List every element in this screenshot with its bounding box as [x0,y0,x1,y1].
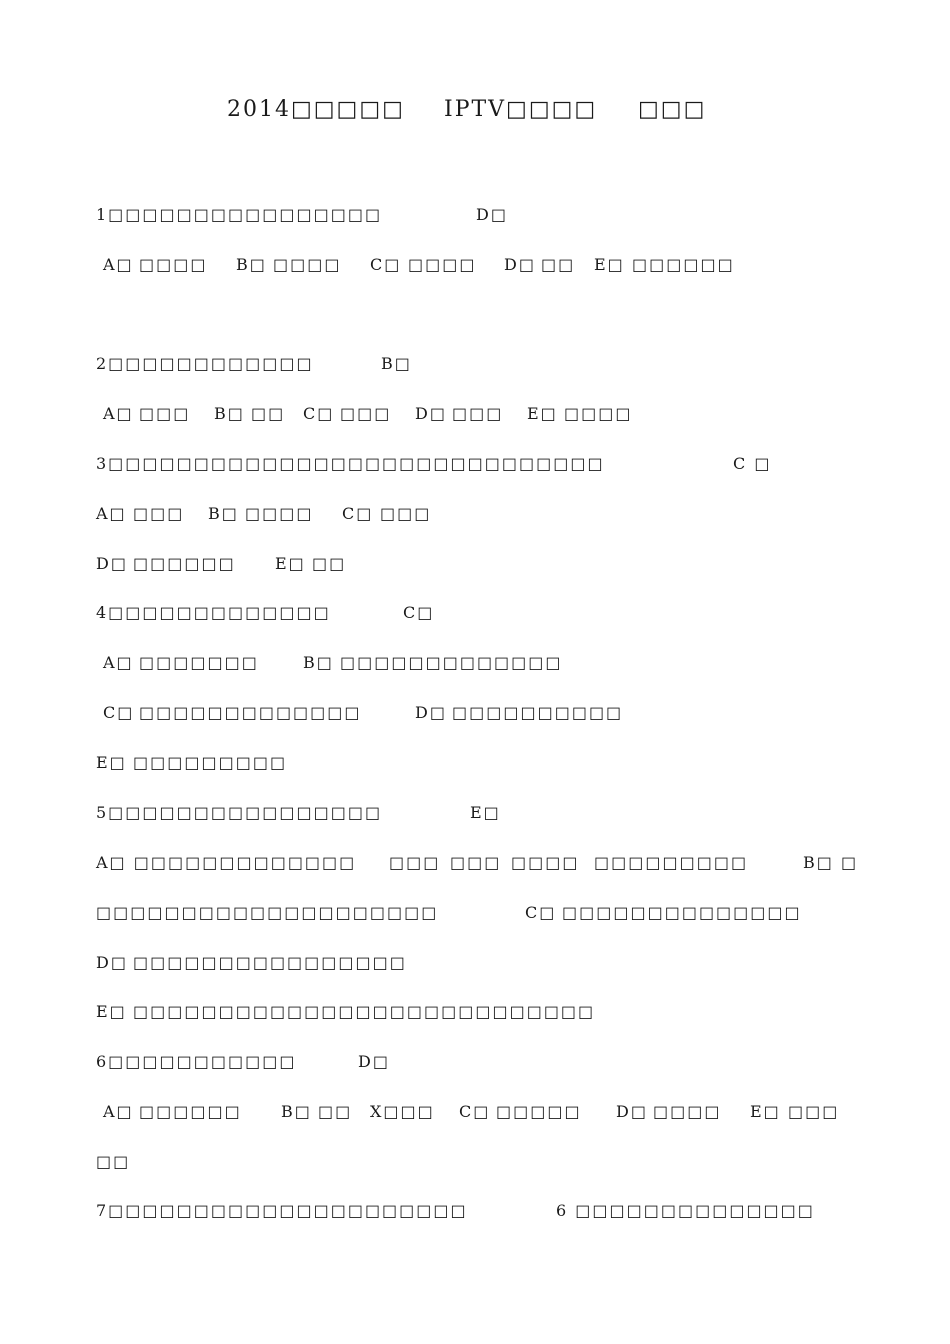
q3-opt-b-label: B□ [208,504,239,523]
q6-opt-b-text-2: X□□□ [370,1102,435,1121]
q6-opt-b-label: B□ [281,1102,312,1121]
q2-opt-e-text: □□□□ [564,404,633,423]
q5-opt-a-part-4: □□□□ [511,853,580,872]
q4-opt-d-text: □□□□□□□□□□ [452,703,624,722]
q1-opt-d-label: D□ [504,255,536,274]
answer-4: C□ [403,603,435,622]
q6-opt-e-text-cont: □□ [96,1152,131,1171]
q3-opt-c-label: C□ [342,504,374,523]
q5-opt-a-text: A□ □□□□□□□□□□□□□ [96,853,357,872]
title-part-1: 2014□□□□□ [227,97,405,122]
question-7: 7□□□□□□□□□□□□□□□□□□□□□ [96,1201,468,1220]
q6-opt-a-label: A□ [103,1102,134,1121]
q5-opt-d-text: □□□□□□□□□□□□□□□□ [133,953,407,972]
q2-opt-d-label: D□ [415,404,447,423]
q4-opt-e-text: □□□□□□□□□ [133,753,288,772]
q5-opt-b-text: □□□□□□□□□□□□□□□□□□□□ [96,903,439,922]
q4-opt-b-text: □□□□□□□□□□□□□ [340,653,563,672]
answer-1: D□ [476,205,508,224]
q5-opt-e-label: E□ [96,1002,127,1021]
q6-opt-d-text: □□□□ [653,1102,722,1121]
q1-opt-d-text: □□ [541,255,576,274]
answer-3: C □ [733,454,772,473]
question-1: 1□□□□□□□□□□□□□□□□ [96,205,383,224]
q5-opt-a-part-2: □□□ [389,853,441,872]
q5-opt-e-text: □□□□□□□□□□□□□□□□□□□□□□□□□□□ [133,1002,596,1021]
title-part-3: □□□ [638,97,707,122]
q2-opt-d-text: □□□ [452,404,504,423]
question-4: 4□□□□□□□□□□□□□ [96,603,331,622]
q2-opt-a-text: □□□ [139,404,191,423]
q1-opt-b-text: □□□□ [273,255,342,274]
q5-opt-d-label: D□ [96,953,128,972]
q4-opt-c-text: □□□□□□□□□□□□□ [139,703,362,722]
q4-opt-b-label: B□ [303,653,334,672]
q5-opt-c-text: □□□□□□□□□□□□□□ [562,903,802,922]
q3-opt-a-text: □□□ [133,504,185,523]
q6-opt-c-label: C□ [459,1102,491,1121]
q6-opt-e-label: E□ [750,1102,781,1121]
q6-opt-a-text: □□□□□□ [139,1102,242,1121]
q5-opt-a-part-3: □□□ [450,853,502,872]
q2-opt-c-label: C□ [303,404,335,423]
q6-opt-e-text: □□□ [788,1102,840,1121]
q4-opt-a-label: A□ [103,653,134,672]
q6-opt-d-label: D□ [616,1102,648,1121]
q3-opt-d-label: D□ [96,554,128,573]
q3-opt-a-label: A□ [96,504,127,523]
q1-opt-a-label: A□ [103,255,134,274]
answer-5: E□ [470,803,501,822]
title-part-2: IPTV□□□□ [444,97,598,122]
q1-opt-c-label: C□ [370,255,402,274]
q1-opt-c-text: □□□□ [408,255,477,274]
q3-opt-b-text: □□□□ [245,504,314,523]
q5-opt-b-label: B□ □ [803,853,859,872]
q6-opt-c-text: □□□□□ [496,1102,582,1121]
question-6: 6□□□□□□□□□□□ [96,1052,297,1071]
q3-opt-d-text: □□□□□□ [133,554,236,573]
q2-opt-a-label: A□ [103,404,134,423]
q4-opt-c-label: C□ [103,703,135,722]
q3-opt-e-label: E□ [275,554,306,573]
q4-opt-a-text: □□□□□□□ [139,653,259,672]
q2-opt-c-text: □□□ [340,404,392,423]
q2-opt-e-label: E□ [527,404,558,423]
q1-opt-e-text: □□□□□□ [632,255,735,274]
q4-opt-d-label: D□ [415,703,447,722]
answer-6: D□ [358,1052,390,1071]
q4-opt-e-label: E□ [96,753,127,772]
q5-opt-a-part-5: □□□□□□□□□ [594,853,749,872]
q2-opt-b-label: B□ [214,404,245,423]
q1-opt-a-text: □□□□ [139,255,208,274]
question-2: 2□□□□□□□□□□□□ [96,354,314,373]
q6-opt-b-text: □□ [318,1102,353,1121]
answer-7: 6 □□□□□□□□□□□□□□ [556,1201,815,1220]
q2-opt-b-text: □□ [251,404,286,423]
answer-2: B□ [381,354,412,373]
q5-opt-c-label: C□ [525,903,557,922]
question-3: 3□□□□□□□□□□□□□□□□□□□□□□□□□□□□□ [96,454,605,473]
q1-opt-b-label: B□ [236,255,267,274]
q3-opt-e-text: □□ [312,554,347,573]
question-5: 5□□□□□□□□□□□□□□□□ [96,803,383,822]
q3-opt-c-text: □□□ [380,504,432,523]
q1-opt-e-label: E□ [594,255,625,274]
